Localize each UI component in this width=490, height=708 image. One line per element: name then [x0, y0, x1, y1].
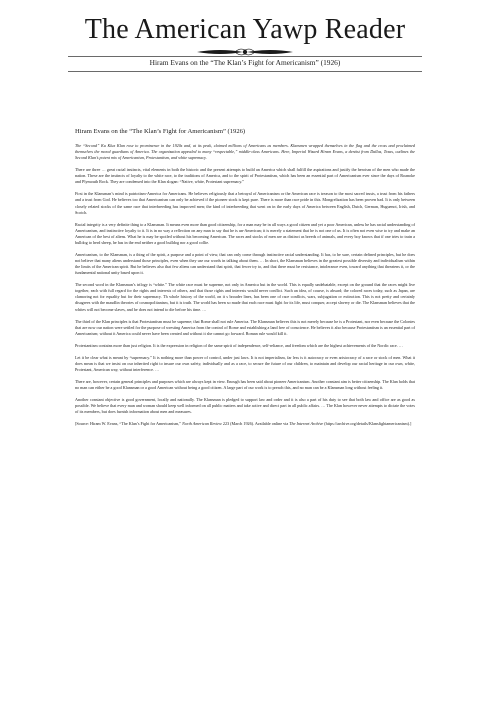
source-middle: 223 (March 1926). Available online via — [221, 421, 290, 427]
document-paragraph: Another constant objective is good government, locally and nationally. The Klansman is pledged to support law and order and it is also a part of his duty to see that both law and office are as good as possible. We believe that every man and woman should keep well informed on all public matters and take active and direct part in all public affairs. … The Klan however never attempts to dictate the votes of its members, but does furnish information about men and measures. — [75, 396, 415, 415]
document-paragraph: Let it be clear what is meant by “supremacy.” It is nothing more than power of control, under just laws. It is not imperialism, far less is it autocracy or even aristocracy of a race or stock of men. What it does mean is that we insist on our inherited right to insure our own safety, individually and as a race, to secure the future of our children, to maintain and develop our racial heritage in our own, white, Protestant, American way, without interference. … — [75, 354, 415, 372]
source-archive-link[interactable]: The Internet Archive — [289, 421, 324, 427]
document-body — [75, 128, 415, 433]
document-paragraph: The second word in the Klansman’s trilogy is “white.” The white race must be supreme, not only in America but in the world. This is equally undebatable, except on the ground that the races might live together, each with full regard for the rights and interests of others, and that those rights and interests would never conflict. Such an idea, of course, is absurd; the colored races today, such as Japan, are clamoring not for equality but for their supremacy. Th whole history of the world, on it s broader lines, has been one of race conflicts, wars, subjugation or extinction. This is not pretty and certainly disagrees with the maudlin theories of cosmopolitanism, but it is truth. The world has been so made that each race must fight for its life, must conquer, accept slavery or die. The Klansman believes that the whites will not become slaves, and he does not intend to die before his time. … — [75, 282, 415, 312]
source-suffix: (https://archive.org/details/Klansfightamericanism).] — [323, 421, 412, 427]
header-rule-bottom — [68, 71, 422, 72]
document-paragraph: There are three … great racial instincts, vital elements in both the historic and the present attempts to build an America which shall fulfill the aspirations and justify the heroism of the men who made the nation. These are the instincts of loyalty to the white race, to the traditions of America, and to the spirit of Protestantism, which has been an essential part of Americanism ever since the days of Roanoke and Plymouth Rock. They are condensed into the Klan slogan: “Native, white, Protestant supremacy.” — [75, 167, 415, 185]
reader-subtitle: Hiram Evans on the “The Klan’s Fight for Americanism” (1926) — [149, 58, 341, 67]
source-journal: North American Review — [182, 421, 222, 427]
header-rule-top — [68, 56, 422, 57]
document-paragraph: Racial integrity is a very definite thing to a Klansman. It means even more than good citizenship, for a man may be in all ways a good citizen and yet a poor American, unless he has racial understanding of Americanism, and instinctive loyalty to it. It is in no way a reflection on any man to say that he is un-American; it is merely a statement that he is not one of us. It is often not even wise to try and make an American of the best of aliens. What he is may be spoiled without his becoming American. The races and stocks of men are as distinct as breeds of animals, and every boy knows that if one tries to train a bulldog to herd sheep, he has in the end neither a good bulldog nor a good collie. — [75, 221, 415, 245]
document-heading: Hiram Evans on the “The Klan’s Fight for Americanism” (1926) — [75, 128, 246, 135]
document-paragraph: The third of the Klan principles is that Protestantism must be supreme; that Rome shall not rule America. The Klansman believes this is not merely because he is a Protestant, nor even because the Colonies that are now our nation were settled for the purpose of wresting America from the control of Rome and establishing a land free of conscience. He believes it also because Protestantism is an essential part of Americanism; without it America could never have been created and without it she cannot go forward. Roman rule would kill it. — [75, 318, 415, 336]
document-paragraph: Protestantism contains more than just religion. It is the expression in religion of the same spirit of independence, self-reliance, and freedom which are the highest achievements of the Nordic race. … — [75, 342, 403, 348]
document-intro: The “Second” Ku Klux Klan rose to prominence in the 1920s and, at its peak, claimed millions of Americans as members. Klansmen wrapped themselves in the flag and the cross and proclaimed themselves the moral guardians of America. The organization appealed to many “respectable,” middle-class Americans. Here, Imperial Wizard Hiram Evans, a dentist from Dallas, Texas, outlines the Second Klan’s potent mix of Americanism, Protestantism, and white supremacy. — [75, 143, 415, 161]
document-paragraph: Americanism, to the Klansman, is a thing of the spirit, a purpose and a point of view, that can only come through instinctive racial understanding. It has, to be sure, certain defined principles, but he does not believe that many aliens understand those principles, even when they use our words in talking about them. … In short, the Klansman believes in the greatest possible diversity and individualism within the limits of the American spirit. But he believes also that few aliens can understand that spirit, that fewer try to, and that there must be resistance, intolerance even, toward anything that threatens it, or the fundamental national unity based upon it. — [75, 251, 415, 276]
source-citation — [75, 421, 415, 427]
document-paragraph: There are, however, certain general principles and purposes which are always kept in view. Enough has been said about pioneer Americanism. Another constant aim is better citizenship. The Klan holds that no man can either be a good Klansman or a good American without being a good citizen. A large part of our work is to preach this, and no man can be a Klansman long without feeling it. — [75, 378, 415, 390]
document-paragraph: First in the Klansman’s mind is patriotism-America for Americans. He believes religiously that a betrayal of Americanism or the American race is treason to the most sacred trusts, a trust from his fathers and a trust from God. He believes too that Americanism can only be achieved if the pioneer stock is kept pure. There is more than race pride in this. Mongrelization has been proven bad. It is only between closely related stocks of the same race that interbreeding has improved men; the kind of interbreeding that went on in the early days of America between English, Dutch, German, Huguenot, Irish, and Scotch. — [75, 191, 415, 215]
reader-title: The American Yawp Reader — [84, 14, 406, 45]
source-prefix: [Source: Hiram W. Evans, “The Klan’s Fight for Americanism,” — [75, 421, 183, 427]
